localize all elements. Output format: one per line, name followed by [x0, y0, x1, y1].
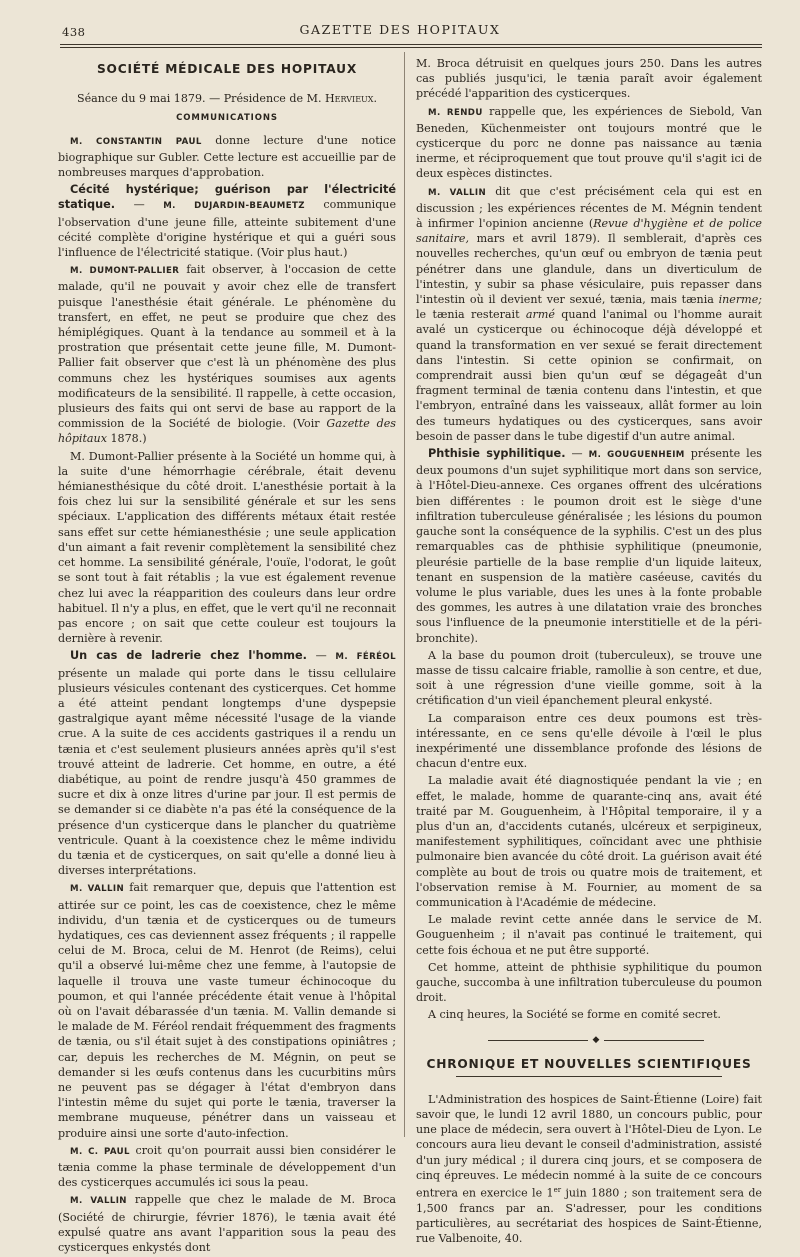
- session-president: Hervieux: [325, 92, 374, 106]
- header-rule: [60, 44, 762, 45]
- paragraph-text: L'Administration des hospices de Saint-Étienne (Loire) fait savoir que, le lundi 12 avril 1880, un concours public, pour une place de médecin, sera ouvert à l'Hôtel-Dieu de Lyon. Le concours aura lieu devant le conseil d'administration, assisté d'un jury médical ; il durera cinq jours, et se composera de cinq épreuves. Le médecin nommé à la suite de ce concours entrera en exercice le 1: [416, 1092, 762, 1200]
- term-italic: armé: [525, 308, 555, 322]
- paragraph-hemianesthesie: M. Dumont-Pallier présente à la Société un homme qui, à la suite d'une hémorrhagie cérébrale, était devenu hémianesthésique du côté droit. L'anesthésie portait à la fois chez lui sur la sensibilité générale et sur les sens spéciaux. L'application des différents métaux était restée sans effet sur cette hémianesthésie ; une seule application d'un aimant a fait revenir complètement la sensibilité chez cet homme. La sensibilité générale, l'ouïe, l'odorat, le goût se sont tout à fait rétablis ; la vue est également revenue chez lui avec la réapparition des couleurs dans leur ordre habituel. Il n'y a plus, en effet, que le vert qu'il ne reconnait pas encore ; on sait que cette couleur est toujours la dernière à revenir.: [58, 449, 396, 646]
- session-line: [58, 91, 396, 106]
- paragraph-cecite: [58, 182, 396, 260]
- ornament-divider: [416, 1033, 762, 1047]
- paragraph-text: communique l'observation d'une jeune fille, atteinte subitement d'une cécité complète d'origine hystérique et qui a guéri sous l'influence de l'électricité statique. (Voir plus haut.): [58, 198, 397, 260]
- paragraph-comite-secret: A cinq heures, la Société se forme en comité secret.: [428, 1008, 721, 1022]
- speaker-name: M. RENDU: [428, 107, 483, 118]
- paragraph-text: fait observer, à l'occasion de cette malade, qu'il ne pouvait y avoir chez elle de transfert puisque l'anesthésie était générale. Le phénomène du transfert, en effet, ne peut se produire que chez des hémiplégiques. Quant à la tendance au sommeil et à la prostration que présentait cette jeune fille, M. Dumont-Pallier fait observer que c'est là un phénomène des plus communs chez les hystériques soumises aux agents modificateurs de la sensibilité. Il rappelle, à cette occasion, plusieurs des faits qui ont servi de base au rapport de la commission de la Société de biologie. (Voir: [58, 263, 397, 431]
- paragraph-text: donne lecture d'une notice biographique sur Gubler. Cette lecture est accueillie par de nombreuses marques d'approbation.: [58, 133, 396, 180]
- paragraph-text: mars et avril 1879). Il semblerait, d'après ces nouvelles recherches, qu'un œuf ou embryon de tænia peut pénétrer dans une glandule, dans un diverticulum de l'intestin, y subir sa phase vésiculaire, puis repasser dans l'intestin où il devient ver sexué, tænia, mais tænia: [416, 232, 762, 307]
- paragraph-dumont-pallier: [58, 262, 396, 446]
- speaker-name: M. VALLIN: [428, 187, 487, 198]
- header-rule-double: [60, 47, 762, 48]
- subsection-heading: Cécité hystérique; guérison par l'électricité statique.: [58, 183, 396, 212]
- paragraph-comparaison: La comparaison entre ces deux poumons est très-intéressante, en ce sens qu'elle dévoile à l'œil le plus inexpérimenté une dissemblance profonde des lésions de chacun d'entre eux.: [416, 711, 762, 771]
- paragraph-gubler: [58, 133, 396, 181]
- paragraph-text: dit que c'est précisément cela qui est en discussion ; les expériences récentes de M. Mégnin tendent à infirmer l'opinion ancienne (: [416, 184, 763, 231]
- speaker-name: M. DUMONT-PALLIER: [70, 266, 180, 277]
- dash: —: [565, 447, 589, 461]
- paragraph-phthisie: [416, 446, 762, 646]
- paragraph-text: quand l'animal ou l'homme aurait avalé un cysticerque ou échinocoque déjà développé et quand la transformation en ver sexué se ferait directement dans l'intestin. Si cette opinion se confirmait, on comprendrait aussi bien qu'un œuf se dégageât d'un fragment terminal de tænia contenu dans l'intestin, et que l'embryon, entraîné dans les vaisseaux, allât former au loin des tumeurs hydatiques ou des cysticerques, sans avoir besoin de passer dans le tube digestif d'un autre animal.: [416, 308, 762, 443]
- paragraph-ladrerie: [58, 648, 396, 878]
- divider-line-right: [604, 1040, 704, 1041]
- speaker-name: M. VALLIN: [70, 1196, 127, 1207]
- paragraph-concours: [416, 1092, 762, 1247]
- ordinal-superscript: er: [553, 1186, 562, 1195]
- paragraph-broca-continued: M. Broca détruisit en quelques jours 250. Dans les autres cas publiés jusqu'ici, le tænia paraît avoir également précédé l'apparition des cysticerques.: [416, 57, 762, 101]
- dash: —: [306, 649, 336, 663]
- subsection-heading: Un cas de ladrerie chez l'homme.: [70, 649, 307, 663]
- paragraph-text: rappelle que chez le malade de M. Broca (Société de chirurgie, février 1876), le tænia avait été expulsé quatre ans avant l'apparition sous la peau des cysticerques enkystés dont: [58, 1193, 396, 1255]
- paragraph-vallin-broca: [58, 1192, 396, 1255]
- paragraph-c-paul: [58, 1143, 396, 1191]
- paragraph-text: juin 1880 ; son traitement sera de 1,500 francs par an. S'adresser, pour les conditions particulières, au secrétariat des hospices de Saint-Étienne, rue Valbenoite, 40.: [416, 1186, 762, 1246]
- paragraph-vallin: [58, 880, 396, 1140]
- paragraph-text: fait remarquer que, depuis que l'attention est attirée sur ce point, les cas de coexistence, chez le même individu, d'un tænia et de cysticerques ou de tumeurs hydatiques, ces cas deviennent assez fréquents ; il rappelle celui de M. Broca, celui de M. Henrot (de Reims), celui qu'il a observé lui-même chez une femme, à l'autopsie de laquelle il trouva une vaste tumeur échinocoque du poumon, et qui l'année précédente était venue à l'hôpital où on l'avait débarassée d'un tænia. M. Vallin demande si le malade de M. Féréol rendait fréquemment des fragments de tænia, ou s'il était sujet à des constipations opiniâtres ; car, depuis les recherches de M. Mégnin, on peut se demander si les œufs contenus dans les cucurbitins mûrs ne peuvent pas se dégager à l'état d'embryon dans l'intestin même du sujet qui porte le tænia, traverser la membrane muqueuse, pénétrer dans un vaisseau et produire ainsi une sorte d'auto-infection.: [58, 881, 396, 1140]
- paragraph-text: présente les deux poumons d'un sujet syphilitique mort dans son service, à l'Hôtel-Dieu-annexe. Ces organes offrent des ulcérations bien différentes : le poumon droit est le siège d'une infiltration tuberculeuse généralisée ; les lésions du poumon gauche sont la conséquence de la syphilis. C'est un des plus remarquables cas de phthisie syphilitique (pneumonie, pleurésie partielle de la base remplie d'un liquide laiteux, tenant en suspension de la matière caséeuse, cavités du volume le plus variable, dues les unes à la fonte probable des gommes, les autres à une dilatation vraie des bronches sous l'influence de la pneumonie interstitielle et de la péri-bronchite).: [416, 447, 762, 645]
- speaker-name: M. CONSTANTIN PAUL: [70, 136, 202, 147]
- page-number: 438: [62, 25, 86, 39]
- journal-title: GAZETTE DES HOPITAUX: [299, 22, 501, 37]
- paragraph-text: le tænia resterait: [416, 308, 526, 322]
- column-separator: [404, 52, 405, 1137]
- citation-italic: Gazette des hôpitaux: [58, 417, 396, 446]
- speaker-name: M. C. PAUL: [70, 1146, 130, 1157]
- right-column: [416, 56, 762, 1249]
- session-date: Séance du 9 mai 1879. — Présidence de M.: [77, 92, 325, 106]
- paragraph-base-poumon: A la base du poumon droit (tuberculeux), se trouve une masse de tissu calcaire friable, ramollie à son centre, et due, soit à une régression d'une vieille gomme, soit à la crétification d'un vieil épanchement pleural enkysté.: [416, 648, 762, 708]
- term-italic: inerme;: [718, 293, 762, 307]
- session-end: .: [373, 92, 377, 106]
- paragraph-retour-malade: Le malade revint cette année dans le service de M. Gouguenheim ; il n'avait pas continué le traitement, qui cette fois échoua et ne put être supporté.: [416, 913, 762, 957]
- paragraph-diagnostic: La maladie avait été diagnostiquée pendant la vie ; en effet, le malade, homme de quarante-cinq ans, avait été traité par M. Gouguenheim, à l'Hôpital temporaire, il y a plus d'un an, d'accidents cutanés, ulcéreux et serpigineux, manifestement syphilitiques, coïncidant avec une phthisie pulmonaire bien avancée du côté droit. La guérison avait été complète au bout de trois ou quatre mois de traitement, et l'observation remise à M. Fournier, au moment de sa communication à l'Académie de médecine.: [416, 774, 762, 909]
- speaker-name: M. GOUGUENHEIM: [588, 450, 685, 461]
- subsection-heading: Phthisie syphilitique.: [428, 447, 566, 461]
- divider-ornament-icon: ◆: [592, 1034, 600, 1045]
- paragraph-deces: Cet homme, atteint de phthisie syphilitique du poumon gauche, succomba à une infiltration tuberculeuse du poumon droit.: [416, 960, 762, 1005]
- paragraph-vallin-megnin: [416, 184, 762, 444]
- left-column: [58, 56, 396, 1257]
- paragraph-rendu: [416, 104, 762, 182]
- section-title-societe: SOCIÉTÉ MÉDICALE DES HOPITAUX: [96, 62, 358, 76]
- section-title-chronique: CHRONIQUE ET NOUVELLES SCIENTIFIQUES: [416, 1057, 762, 1072]
- paragraph-text: 1878.): [106, 432, 147, 446]
- speaker-name: M. DUJARDIN-BEAUMETZ: [163, 201, 305, 212]
- speaker-name: M. VALLIN: [70, 884, 125, 895]
- citation-italic: Revue d'hygiène et de police sanitaire,: [416, 217, 762, 246]
- paragraph-text: rappelle que, les expériences de Siebold, Van Beneden, Küchenmeister ont toujours montré que le cysticerque du porc ne donne pas naissance au tænia inerme, et réciproquement que tout prouve qu'il s'agit ici de deux espèces distinctes.: [416, 104, 762, 181]
- divider-line-left: [488, 1040, 588, 1041]
- paragraph-text: présente un malade qui porte dans le tissu cellulaire plusieurs vésicules contenant des cysticerques. Cet homme a été atteint pendant longtemps d'une dyspepsie gastralgique ayant même nécessité l'usage de la viande crue. A la suite de ces accidents gastriques il a rendu un tænia et c'est seulement plusieurs années après qu'il s'est trouvé atteint de ladrerie. Cet homme, en outre, a été diabétique, au point de rendre jusqu'à 450 grammes de sucre et dix à onze litres d'urine par jour. Il est permis de se demander si ce diabète n'a pas été la conséquence de la présence d'un cysticerque dans le plancher du quatrième ventricule. Quant à la coexistence chez le même individu du tænia et de cysticerques, on sait qu'elle a donné lieu à diverses interprétations.: [58, 666, 396, 878]
- speaker-name: M. FÉRÉOL: [335, 652, 396, 663]
- communications-heading: COMMUNICATIONS: [176, 113, 278, 124]
- paragraph-text: croit qu'on pourrait aussi bien considérer le tænia comme la phase terminale de développement d'un des cysticerques accumulés ici sous la peau.: [58, 1143, 396, 1190]
- dash: —: [115, 198, 164, 212]
